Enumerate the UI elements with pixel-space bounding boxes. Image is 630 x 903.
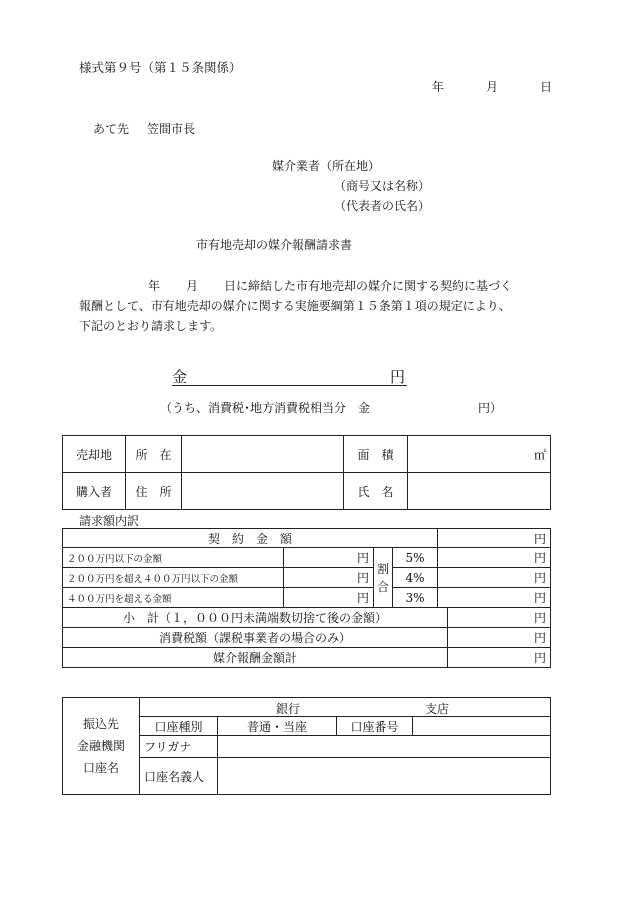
bracket-amount-2[interactable] <box>284 568 374 588</box>
address-label: 住 所 <box>126 473 182 510</box>
bracket-fee-1[interactable] <box>438 548 551 568</box>
total-label: 媒介報酬金額計 <box>63 648 448 668</box>
date-month: 月 <box>486 80 499 94</box>
yen-unit: 円 <box>356 591 369 605</box>
bank-suffix: 銀行 <box>276 702 301 716</box>
account-type-label: 口座種別 <box>140 717 218 736</box>
account-number-label: 口座番号 <box>337 717 413 736</box>
yen-unit: 円 <box>356 551 369 565</box>
consumption-tax-label: 消費税額（課税事業者の場合のみ） <box>63 628 448 648</box>
date-day: 日 <box>540 80 553 94</box>
yen-unit: 円 <box>533 591 546 605</box>
area-unit: ㎡ <box>533 447 546 462</box>
subtotal-label: 小 計（１，０００円未満端数切捨て後の金額） <box>63 608 448 628</box>
addressee-label: あて先 <box>93 122 130 136</box>
name-label: 氏 名 <box>344 473 408 510</box>
yen-unit: 円 <box>533 631 546 645</box>
broker-address-label: 媒介業者（所在地） <box>272 159 381 173</box>
yen-unit: 円 <box>533 611 546 625</box>
body-line1: 日に締結した市有地売却の媒介に関する契約に基づく <box>224 279 513 293</box>
name-field[interactable] <box>408 473 551 510</box>
buyer-label: 購入者 <box>63 473 126 510</box>
branch-suffix: 支店 <box>425 702 450 716</box>
body-line2: 報酬として、市有地売却の媒介に関する実施要綱第１５条第１項の規定により、 <box>79 299 511 313</box>
area-label: 面 積 <box>344 436 408 473</box>
location-field[interactable] <box>182 436 344 473</box>
broker-representative-label: （代表者の氏名） <box>334 199 431 213</box>
bracket-fee-2[interactable] <box>438 568 551 588</box>
yen-unit: 円 <box>533 651 546 665</box>
account-number-field[interactable] <box>413 717 551 736</box>
rate-3: 3% <box>393 588 438 608</box>
bracket-amount-3[interactable] <box>284 588 374 608</box>
document-title: 市有地売却の媒介報酬請求書 <box>196 238 353 252</box>
subtotal-field[interactable] <box>448 608 551 628</box>
holder-field[interactable] <box>218 758 551 795</box>
contract-amount-field[interactable] <box>438 529 551 548</box>
bracket-label-3: ４００万円を超える金額 <box>63 588 284 608</box>
amount-kin: 金 <box>172 368 188 386</box>
amount-underline <box>172 385 407 386</box>
furigana-field[interactable] <box>218 736 551 758</box>
total-field[interactable] <box>448 648 551 668</box>
breakdown-caption: 請求額内訳 <box>79 514 140 528</box>
rate-2: 4% <box>393 568 438 588</box>
yen-unit: 円 <box>533 571 546 585</box>
contract-amount-label: 契 約 金 額 <box>63 529 438 548</box>
bracket-fee-3[interactable] <box>438 588 551 608</box>
body-month: 月 <box>186 279 199 293</box>
property-table <box>62 435 551 510</box>
rate-label: 割合 <box>374 548 393 608</box>
broker-trade-name-label: （商号又は名称） <box>334 179 431 193</box>
body-line3: 下記のとおり請求します。 <box>79 319 223 333</box>
consumption-tax-field[interactable] <box>448 628 551 648</box>
location-label: 所 在 <box>126 436 182 473</box>
tax-yen: 円） <box>478 401 503 415</box>
seller-label: 売却地 <box>63 436 126 473</box>
tax-note: （うち、消費税･地方消費税相当分 金 <box>160 401 371 415</box>
amount-yen: 円 <box>390 368 406 386</box>
area-field[interactable] <box>408 436 551 473</box>
body-year: 年 <box>148 279 161 293</box>
breakdown-table <box>62 528 551 668</box>
yen-unit: 円 <box>356 571 369 585</box>
date-year: 年 <box>432 80 445 94</box>
rate-1: 5% <box>393 548 438 568</box>
bracket-label-2: ２００万円を超え４００万円以下の金額 <box>63 568 284 588</box>
bracket-amount-1[interactable] <box>284 548 374 568</box>
furigana-label: フリガナ <box>140 736 218 758</box>
yen-unit: 円 <box>533 531 546 546</box>
yen-unit: 円 <box>533 551 546 565</box>
bracket-label-1: ２００万円以下の金額 <box>63 548 284 568</box>
addressee-name: 笠間市長 <box>147 122 196 136</box>
account-type-value[interactable]: 普通・当座 <box>218 717 337 736</box>
form-number: 様式第９号（第１５条関係） <box>79 60 242 75</box>
address-field[interactable] <box>182 473 344 510</box>
bank-name-field[interactable] <box>140 698 551 717</box>
bank-section-label: 振込先 金融機関 口座名 <box>63 698 140 795</box>
bank-table <box>62 697 551 795</box>
holder-label: 口座名義人 <box>140 758 218 795</box>
